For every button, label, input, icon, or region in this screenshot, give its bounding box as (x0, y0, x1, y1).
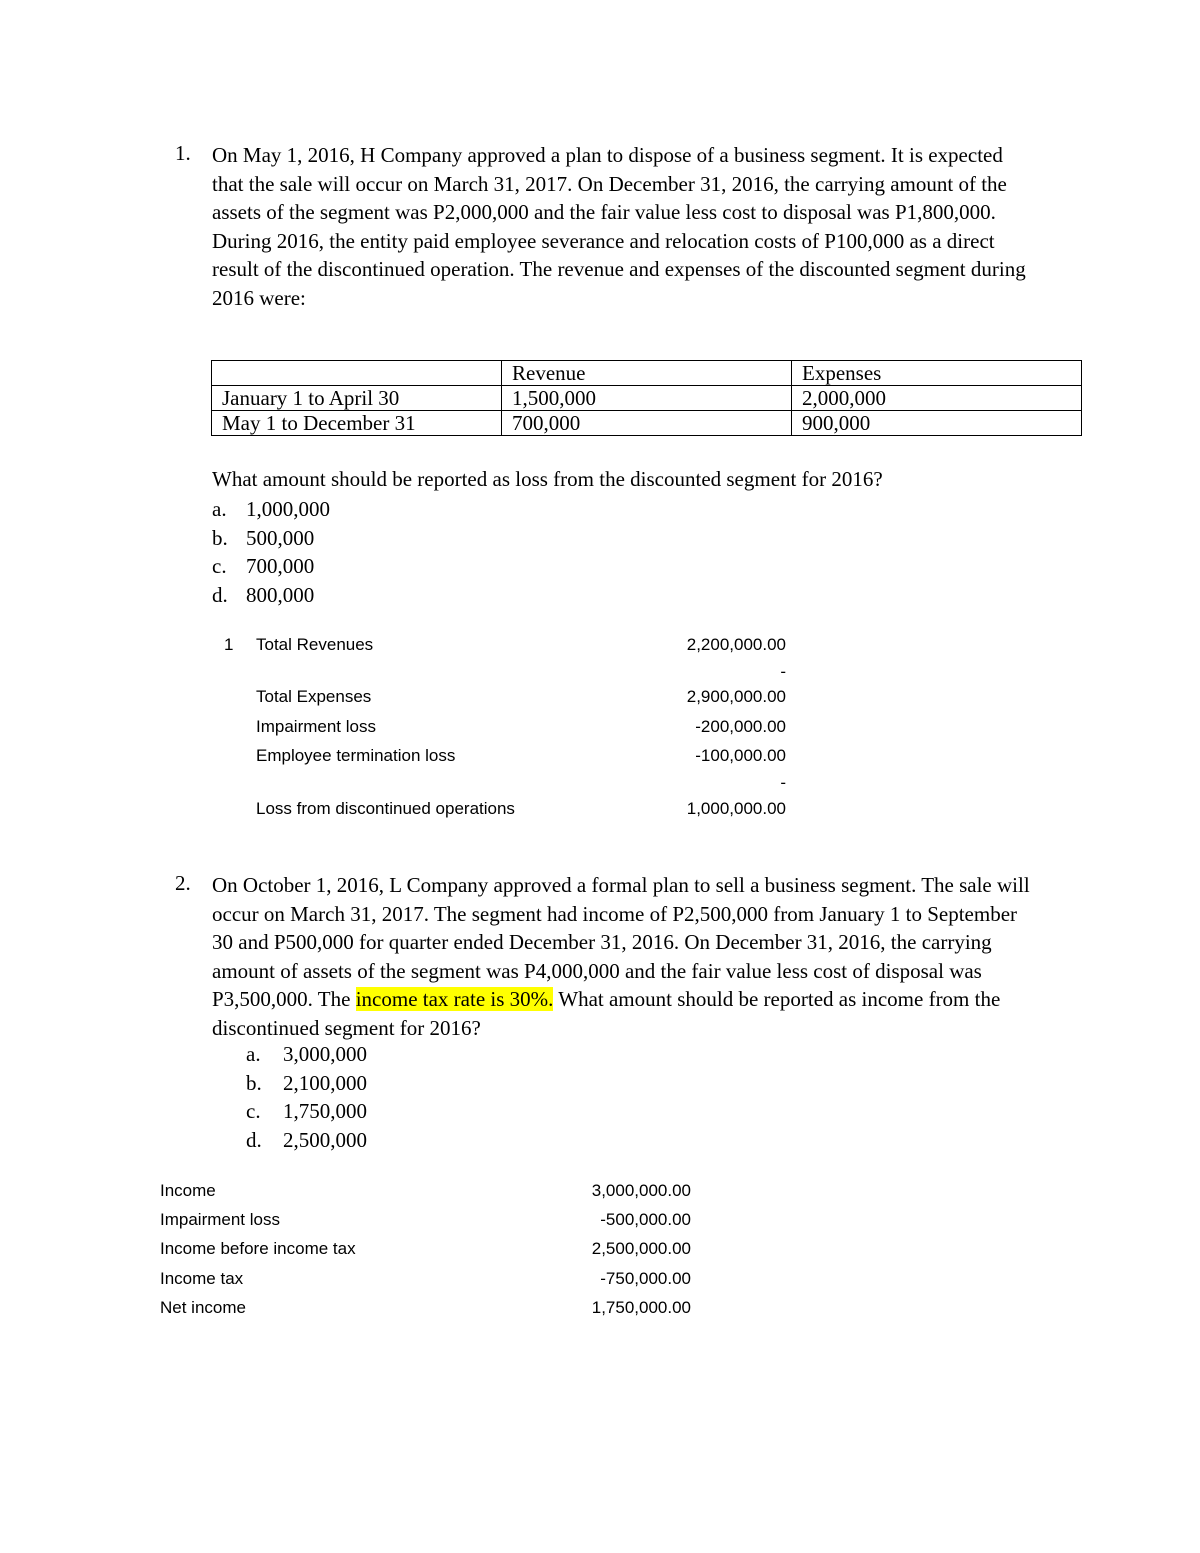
answer-choice (246, 1069, 367, 1098)
solution-label: Impairment loss (160, 1210, 280, 1229)
solution-value: 2,900,000.00 (686, 687, 786, 706)
question-1-line: result of the discontinued operation. The revenue and expenses of the discounted segment during (212, 257, 1026, 281)
solution-value: -200,000.00 (695, 717, 786, 736)
table-header-cell (212, 361, 502, 386)
choice-text: 1,750,000 (283, 1099, 367, 1123)
solution-label: Loss from discontinued operations (256, 799, 515, 818)
table-header-cell: Revenue (502, 361, 792, 386)
solution-value: 1,750,000.00 (591, 1298, 691, 1317)
choice-letter: c. (246, 1099, 261, 1123)
choice-text: 2,500,000 (283, 1127, 367, 1152)
table-cell: 1,500,000 (502, 386, 792, 411)
segment-revenue-expense-table (211, 360, 1082, 436)
line-text: P3,500,000. The (212, 987, 356, 1011)
solution-label: Income before income tax (160, 1239, 356, 1258)
question-2-line: discontinued segment for 2016? (212, 1015, 481, 1040)
choice-letter: b. (246, 1070, 262, 1095)
table-cell: May 1 to December 31 (212, 411, 502, 436)
question-1-prompt: What amount should be reported as loss from the discounted segment for 2016? (212, 467, 883, 491)
question-1-line: assets of the segment was P2,000,000 and the fair value less cost to disposal was P1,800,000. (212, 200, 996, 224)
question-2-line: occur on March 31, 2017. The segment had income of P2,500,000 from January 1 to September (212, 901, 1018, 926)
question-2-line (212, 985, 1030, 1014)
question-1-line: On May 1, 2016, H Company approved a plan to dispose of a business segment. It is expected (212, 143, 1003, 167)
choice-letter: a. (246, 1042, 261, 1066)
table-cell: 900,000 (792, 411, 1082, 436)
answer-choice (212, 552, 330, 581)
solution-label: Income (160, 1181, 216, 1200)
choice-letter: d. (212, 582, 228, 607)
choice-text: 1,000,000 (246, 497, 330, 521)
table-cell: 700,000 (502, 411, 792, 436)
question-2-number: 2. (175, 871, 191, 895)
question-2-line: 30 and P500,000 for quarter ended December 31, 2016. On December 31, 2016, the carrying (212, 930, 992, 954)
solution-label: Income tax (160, 1269, 244, 1288)
answer-choice (246, 1126, 367, 1155)
solution-value: - (780, 773, 786, 792)
question-1-number: 1. (175, 141, 191, 165)
table-row (212, 386, 1082, 411)
table-header-cell: Expenses (792, 361, 1082, 386)
question-2-text (212, 871, 1030, 1042)
choice-text: 500,000 (246, 525, 315, 550)
solution-value: -500,000.00 (600, 1210, 691, 1229)
answer-choice (246, 1040, 367, 1069)
choice-text: 800,000 (246, 582, 315, 607)
choice-letter: a. (212, 497, 227, 521)
table-cell: 2,000,000 (792, 386, 1082, 411)
choice-text: 2,100,000 (283, 1070, 367, 1095)
solution-label: Net income (160, 1298, 246, 1317)
solution-value: 1,000,000.00 (686, 799, 786, 818)
solution-value: 3,000,000.00 (591, 1181, 691, 1200)
question-1-text (212, 141, 1026, 312)
solution-value: 2,200,000.00 (686, 635, 786, 654)
solution-label: Employee termination loss (256, 746, 456, 765)
answer-choice (212, 495, 330, 524)
solution-index: 1 (224, 635, 234, 654)
choice-text: 700,000 (246, 554, 315, 578)
solution-value: -100,000.00 (695, 746, 786, 765)
question-1-line: During 2016, the entity paid employee severance and relocation costs of P100,000 as a direct (212, 228, 995, 253)
solution-label: Total Expenses (256, 687, 372, 706)
question-1-choices (212, 495, 330, 609)
line-text: What amount should be reported as income from the (553, 987, 1001, 1011)
table-header-row (212, 361, 1082, 386)
choice-letter: c. (212, 554, 227, 578)
solution-value: 2,500,000.00 (591, 1239, 691, 1258)
question-2-line: On October 1, 2016, L Company approved a formal plan to sell a business segment. The sale will (212, 873, 1030, 897)
solution-label: Total Revenues (256, 635, 374, 654)
question-1-line: 2016 were: (212, 285, 306, 310)
choice-letter: d. (246, 1127, 262, 1152)
choice-letter: b. (212, 525, 228, 550)
table-cell: January 1 to April 30 (212, 386, 502, 411)
solution-value: - (780, 662, 786, 681)
question-2-choices (246, 1040, 367, 1154)
answer-choice (212, 524, 330, 553)
question-2-line: amount of assets of the segment was P4,000,000 and the fair value less cost of disposal was (212, 958, 982, 983)
highlighted-tax-rate: income tax rate is 30%. (355, 987, 554, 1011)
answer-choice (246, 1097, 367, 1126)
solution-value: -750,000.00 (600, 1269, 691, 1288)
question-1-line: that the sale will occur on March 31, 2017. On December 31, 2016, the carrying amount of the (212, 171, 1007, 196)
solution-label: Impairment loss (256, 717, 376, 736)
answer-choice (212, 581, 330, 610)
table-row (212, 411, 1082, 436)
choice-text: 3,000,000 (283, 1042, 367, 1066)
